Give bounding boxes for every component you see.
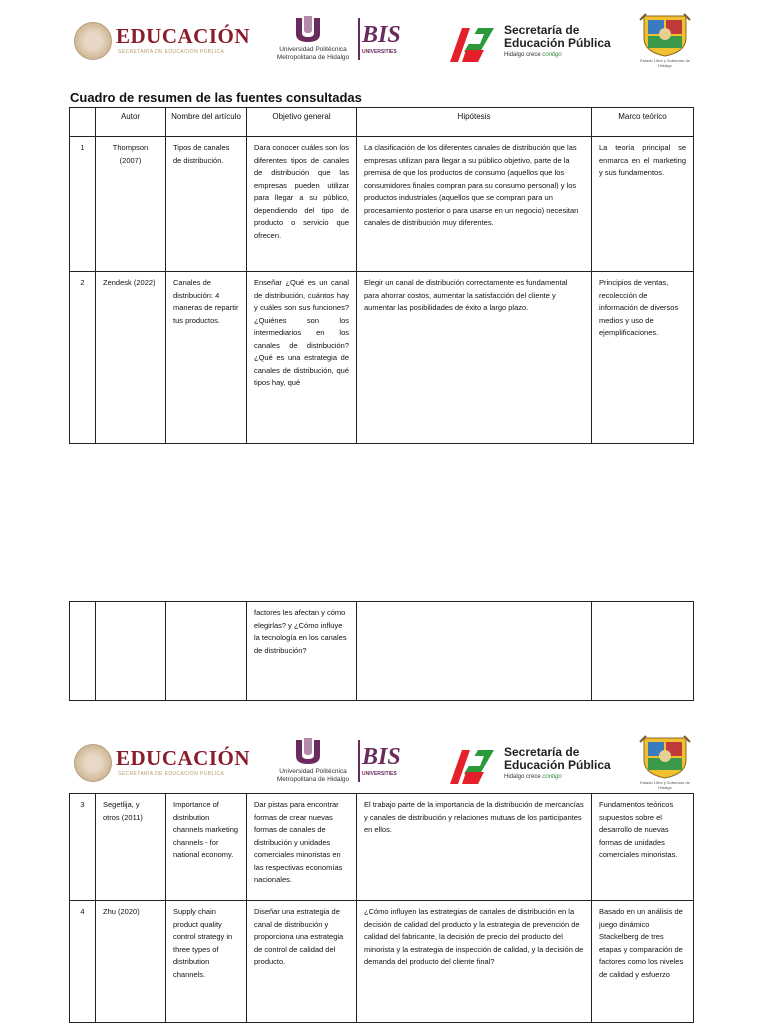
upmh-name: Universidad Politécnica Metropolitana de Hidalgo — [276, 46, 350, 61]
row-autor: Zhu (2020) — [96, 901, 166, 1023]
col-header-hipotesis: Hipótesis — [357, 108, 592, 137]
educacion-subtitle: SECRETARÍA DE EDUCACIÓN PÚBLICA — [118, 771, 225, 777]
bis-logo — [362, 22, 412, 62]
row-marco: Basado en un análisis de juego dinámico Stackelberg de tres etapas y comparación de factores como los niveles de calidad y esfuerzo — [592, 901, 694, 1023]
table-row — [70, 901, 694, 1023]
bis-wordmark: BIS — [362, 744, 401, 770]
hidalgo-crest-logo — [638, 12, 692, 72]
row-articulo: Supply chain product quality control strategy in three types of distribution channels. — [166, 901, 247, 1023]
sources-table — [69, 107, 694, 444]
educacion-logo — [74, 18, 264, 66]
row-number: 2 — [70, 272, 96, 444]
row-objetivo: Dar pistas para encontrar formas de crear nuevas formas de canales de distribución y unidades comerciales minoristas en las respectivas economías nacionales. — [247, 794, 357, 901]
row-number: 1 — [70, 137, 96, 272]
sep-title: Secretaría de Educación Pública — [504, 745, 611, 772]
row-objetivo: Diseñar una estrategia de canal de distribución y proporciona una estrategia de control de calidad del producto. — [247, 901, 357, 1023]
upmh-logo — [268, 14, 358, 66]
sep-hidalgo-logo — [444, 20, 614, 66]
upmh-mark-icon — [290, 736, 326, 766]
hidalgo-h-icon — [444, 24, 496, 64]
row-objetivo: factores les afectan y cómo elegirlas? y ¿Cómo influye la tecnología en los canales de distribución? — [247, 602, 357, 701]
table-header-row — [70, 108, 694, 137]
row-marco: Principios de ventas, recolección de información de diversos medios y uso de ejemplificaciones. — [592, 272, 694, 444]
col-header-articulo: Nombre del artículo — [166, 108, 247, 137]
bis-logo — [362, 744, 412, 784]
row-autor — [96, 602, 166, 701]
logo-divider — [358, 740, 360, 782]
sep-title: Secretaría de Educación Pública — [504, 23, 611, 50]
row-number: 3 — [70, 794, 96, 901]
hidalgo-crest-icon — [638, 12, 692, 58]
row-hipotesis: ¿Cómo influyen las estrategias de canales de distribución en la decisión de calidad del producto y la estrategia de prevención de calidad del fabricante, la decisión de precio del producto del minorista y la estrategia de inspección de calidad, y la decisión de demanda del producto del cliente final? — [357, 901, 592, 1023]
page-header-2 — [0, 722, 768, 792]
upmh-mark-icon — [290, 14, 326, 44]
educacion-subtitle: SECRETARÍA DE EDUCACIÓN PÚBLICA — [118, 49, 225, 55]
row-hipotesis — [357, 602, 592, 701]
col-header-num — [70, 108, 96, 137]
table-row — [70, 602, 694, 701]
row-articulo — [166, 602, 247, 701]
mexico-seal-icon — [74, 22, 112, 60]
row-marco: Fundamentos teóricos supuestos sobre el desarrollo de nuevas formas de unidades comerciales minoristas. — [592, 794, 694, 901]
crest-caption: Estado Libre y Soberano de Hidalgo — [640, 780, 690, 790]
educacion-wordmark: EDUCACIÓN — [116, 24, 251, 48]
row-articulo: Canales de distribución: 4 maneras de repartir tus productos. — [166, 272, 247, 444]
bis-wordmark: BIS — [362, 22, 401, 48]
row-articulo: Importance of distribution channels marketing channels - for national economy. — [166, 794, 247, 901]
sep-slogan: Hidalgo crece contigo — [504, 52, 562, 58]
sources-table-continuation — [69, 601, 694, 701]
table-row — [70, 794, 694, 901]
sources-table-page2 — [69, 793, 694, 1023]
sep-slogan: Hidalgo crece contigo — [504, 774, 562, 780]
col-header-marco: Marco teórico — [592, 108, 694, 137]
row-hipotesis: La clasificación de los diferentes canales de distribución que las empresas utilizan para llegar a su público objetivo, parte de la premisa de que los productos de consumo (aquellos que los consumidores finales compran para su consumo personal) y los productos industriales (aquellos que se compran para un procesamiento posterior o para usarse en un negocio) necesitan canales de distribución muy diferentes. — [357, 137, 592, 272]
col-header-autor: Autor — [96, 108, 166, 137]
mexico-seal-icon — [74, 744, 112, 782]
hidalgo-crest-logo — [638, 734, 692, 794]
col-header-objetivo: Objetivo general — [247, 108, 357, 137]
page-header-1 — [0, 0, 768, 70]
hidalgo-crest-icon — [638, 734, 692, 780]
logo-divider — [358, 18, 360, 60]
upmh-logo — [268, 736, 358, 788]
row-number — [70, 602, 96, 701]
educacion-wordmark: EDUCACIÓN — [116, 746, 251, 770]
table-row — [70, 272, 694, 444]
educacion-logo — [74, 740, 264, 788]
crest-caption: Estado Libre y Soberano de Hidalgo — [640, 58, 690, 68]
row-autor: Zendesk (2022) — [96, 272, 166, 444]
row-objetivo: Enseñar ¿Qué es un canal de distribución, cuántos hay y cuáles son sus funciones? ¿Quiénes son los intermediarios en los canales de distribución? ¿Qué es una estrategia de canales de distribución, qué tipos hay, qué — [247, 272, 357, 444]
row-autor: Thompson (2007) — [96, 137, 166, 272]
row-marco — [592, 602, 694, 701]
row-objetivo: Dara conocer cuáles son los diferentes tipos de canales de distribución que las empresas pueden utilizar para llegar a su público, dependiendo del tipo de producto o servicio que ofrecen. — [247, 137, 357, 272]
document-title: Cuadro de resumen de las fuentes consultadas — [70, 90, 362, 105]
row-autor: Segetlija, y otros (2011) — [96, 794, 166, 901]
hidalgo-h-icon — [444, 746, 496, 786]
row-number: 4 — [70, 901, 96, 1023]
row-marco: La teoría principal se enmarca en el marketing y sus fundamentos. — [592, 137, 694, 272]
bis-subtitle: UNIVERSITIES — [362, 771, 397, 777]
sep-hidalgo-logo — [444, 742, 614, 788]
row-hipotesis: El trabajo parte de la importancia de la distribución de mercancías y canales de distribución y relaciones mutuas de los participantes en ellos. — [357, 794, 592, 901]
bis-subtitle: UNIVERSITIES — [362, 49, 397, 55]
table-row — [70, 137, 694, 272]
row-articulo: Tipos de canales de distribución. — [166, 137, 247, 272]
row-hipotesis: Elegir un canal de distribución correctamente es fundamental para ahorrar costos, aumentar la satisfacción del cliente y aumentar las posibilidades de éxito a largo plazo. — [357, 272, 592, 444]
upmh-name: Universidad Politécnica Metropolitana de Hidalgo — [276, 768, 350, 783]
